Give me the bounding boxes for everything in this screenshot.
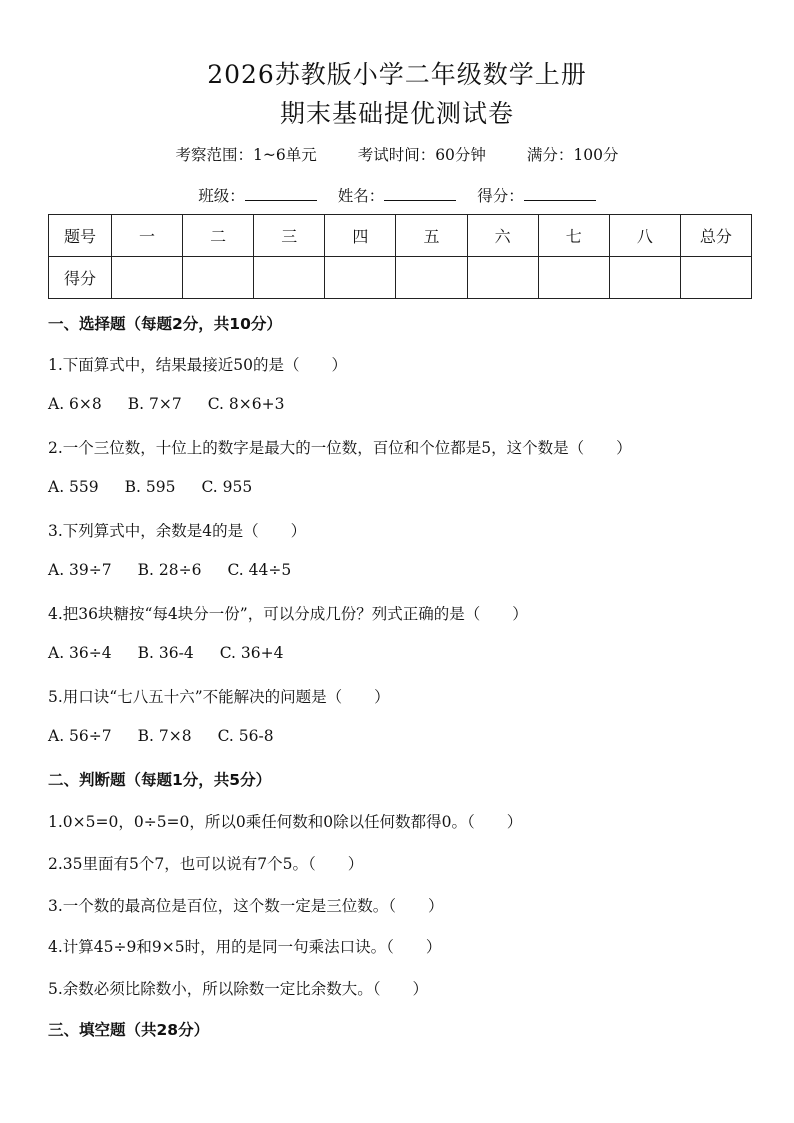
paren-close: ） [347, 855, 364, 873]
paren-close: ） [428, 897, 444, 915]
score-input-cell[interactable] [183, 257, 254, 299]
paren-close: ） [512, 605, 528, 623]
option-a[interactable]: A. 36÷4 [48, 644, 112, 662]
option-c[interactable]: C. 56-8 [217, 727, 274, 745]
exam-title-line2: 期末基础提优测试卷 [279, 99, 514, 128]
question-text: 2.35里面有5个7，也可以说有7个5。（ [48, 855, 316, 873]
option-b[interactable]: B. 28÷6 [137, 561, 202, 579]
score-blank[interactable] [524, 188, 596, 201]
section-heading-choice: 一、选择题（每题2分，共10分） [48, 315, 282, 333]
score-table-cell: 一 [112, 215, 183, 257]
question [48, 436, 632, 458]
question [48, 519, 306, 541]
name-blank[interactable] [384, 188, 456, 201]
name-label: 姓名： [337, 187, 385, 205]
option-a[interactable]: A. 6×8 [48, 395, 102, 413]
exam-scope: 考察范围：1~6单元 [175, 146, 317, 164]
score-table-cell: 七 [538, 215, 609, 257]
question [48, 685, 390, 707]
question [48, 602, 528, 624]
options [48, 727, 300, 745]
section-heading-fill: 三、填空题（共28分） [48, 1021, 210, 1039]
score-table-cell: 二 [183, 215, 254, 257]
score-input-cell[interactable] [680, 257, 751, 299]
score-table-header-row [49, 215, 752, 257]
section-heading-judge: 二、判断题（每题1分，共5分） [48, 771, 272, 789]
question-text: 4.计算45÷9和9×5时，用的是同一句乘法口诀。（ [48, 938, 394, 956]
option-a[interactable]: A. 56÷7 [48, 727, 112, 745]
score-table-cell: 三 [254, 215, 325, 257]
paren-close: ） [616, 439, 632, 457]
paren-close: ） [506, 813, 523, 831]
paren-close: ） [425, 938, 442, 956]
question [48, 852, 363, 874]
score-table [48, 214, 752, 299]
score-table-cell: 五 [396, 215, 467, 257]
paren-close: ） [290, 522, 307, 540]
exam-title-line1: 2026苏教版小学二年级数学上册 [207, 60, 587, 89]
option-b[interactable]: B. 595 [124, 478, 176, 496]
exam-meta [0, 143, 794, 165]
exam-time: 考试时间：60分钟 [357, 146, 486, 164]
score-field[interactable] [477, 187, 596, 205]
question-text: 5.用口诀“七八五十六”不能解决的问题是（ [48, 688, 343, 706]
score-table-cell: 四 [325, 215, 396, 257]
question-text: 2.一个三位数，十位上的数字是最大的一位数，百位和个位都是5，这个数是（ [48, 439, 585, 457]
score-input-cell[interactable] [396, 257, 467, 299]
option-c[interactable]: C. 44÷5 [227, 561, 292, 579]
option-a[interactable]: A. 39÷7 [48, 561, 112, 579]
question-text: 1.下面算式中，结果最接近50的是（ [48, 356, 300, 374]
option-a[interactable]: A. 559 [48, 478, 99, 496]
paren-close: ） [331, 356, 348, 374]
score-input-cell[interactable] [254, 257, 325, 299]
paren-close: ） [412, 980, 429, 998]
score-label: 得分： [477, 187, 524, 205]
class-blank[interactable] [245, 188, 317, 201]
class-field[interactable] [198, 187, 317, 205]
question-text: 5.余数必须比除数小，所以除数一定比余数大。（ [48, 980, 381, 998]
question [48, 810, 522, 832]
question-text: 3.下列算式中，余数是4的是（ [48, 522, 259, 540]
question [48, 935, 441, 957]
score-input-cell[interactable] [112, 257, 183, 299]
score-table-cell: 题号 [49, 215, 112, 257]
question [48, 977, 428, 999]
option-b[interactable]: B. 7×8 [137, 727, 192, 745]
option-c[interactable]: C. 36+4 [219, 644, 284, 662]
options [48, 644, 309, 662]
score-table-score-row [49, 257, 752, 299]
question-text: 1.0×5=0，0÷5=0，所以0乘任何数和0除以任何数都得0。（ [48, 813, 475, 831]
option-c[interactable]: C. 8×6+3 [207, 395, 285, 413]
question [48, 353, 347, 375]
score-input-cell[interactable] [609, 257, 680, 299]
score-table-cell: 六 [467, 215, 538, 257]
option-b[interactable]: B. 7×7 [127, 395, 182, 413]
score-row-label: 得分 [49, 257, 112, 299]
student-info [0, 184, 794, 206]
score-input-cell[interactable] [325, 257, 396, 299]
options [48, 478, 278, 496]
name-field[interactable] [338, 187, 457, 205]
paren-close: ） [374, 688, 390, 706]
options [48, 395, 310, 413]
option-b[interactable]: B. 36-4 [137, 644, 194, 662]
question-text: 4.把36块糖按“每4块分一份”，可以分成几份？列式正确的是（ [48, 605, 481, 623]
question [48, 894, 444, 916]
score-table-cell: 总分 [680, 215, 751, 257]
option-c[interactable]: C. 955 [201, 478, 253, 496]
exam-full-score: 满分：100分 [526, 146, 619, 164]
question-text: 3.一个数的最高位是百位，这个数一定是三位数。（ [48, 897, 397, 915]
score-table-cell: 八 [609, 215, 680, 257]
options [48, 561, 317, 579]
class-label: 班级： [198, 187, 245, 205]
score-input-cell[interactable] [467, 257, 538, 299]
score-input-cell[interactable] [538, 257, 609, 299]
